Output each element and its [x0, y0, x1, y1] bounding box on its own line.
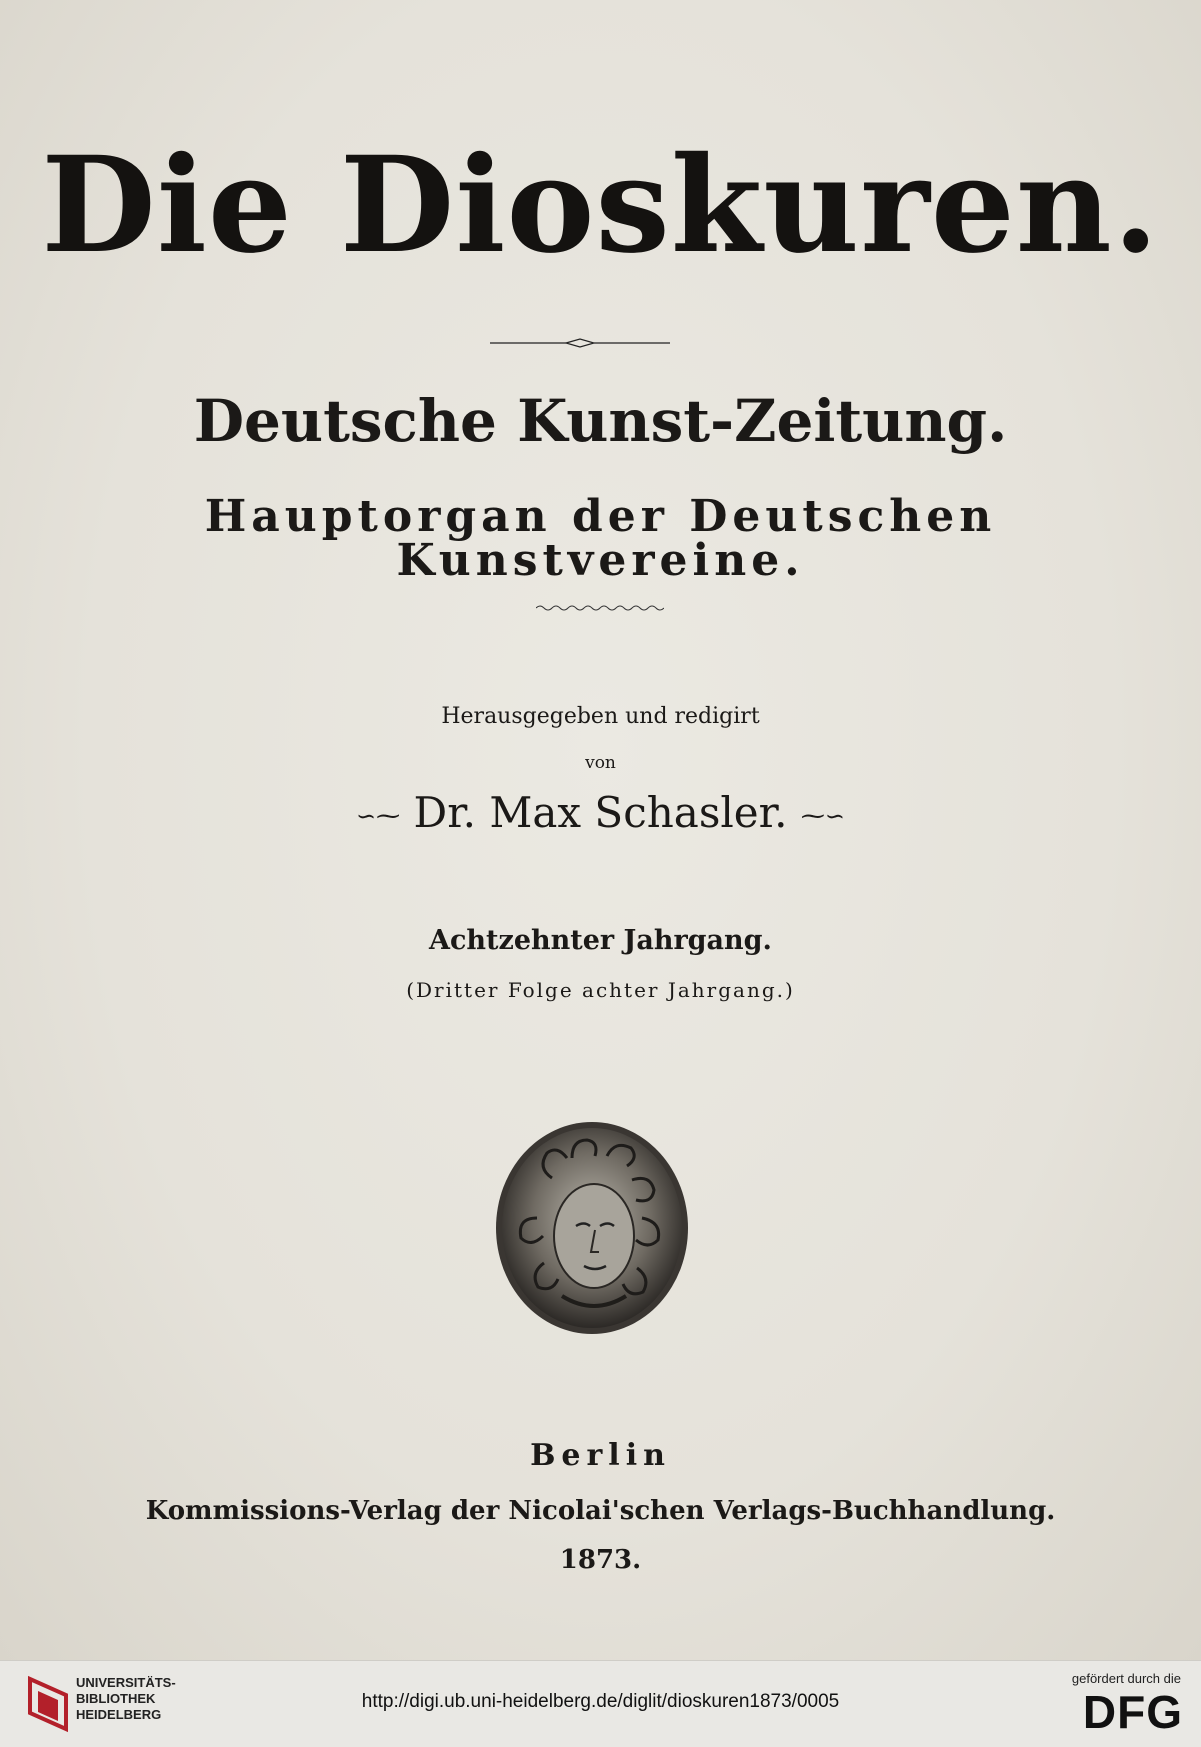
ornament-left: ∽⁓: [356, 802, 401, 830]
permalink-url[interactable]: http://digi.ub.uni-heidelberg.de/diglit/dioskuren1873/0005: [361, 1691, 840, 1712]
author-line: [0, 788, 1201, 837]
funding-label: gefördert durch die: [1071, 1671, 1181, 1686]
library-line-3: HEIDELBERG: [76, 1707, 162, 1722]
imprint-publisher: Kommissions-Verlag der Nicolai'schen Verlags-Buchhandlung.: [145, 1496, 1056, 1526]
medusa-medallion: [492, 1118, 692, 1338]
imprint-city: Berlin: [530, 1438, 671, 1473]
imprint-year: 1873.: [559, 1545, 642, 1575]
library-line-1: UNIVERSITÄTS-: [76, 1675, 176, 1690]
library-line-2: BIBLIOTHEK: [76, 1691, 156, 1706]
page-title: Die Dioskuren.: [41, 128, 1160, 283]
von-line: von: [585, 753, 616, 773]
volume-line: Achtzehnter Jahrgang.: [429, 925, 772, 956]
wavy-divider: [536, 604, 664, 612]
series-line: (Dritter Folge achter Jahrgang.): [406, 978, 795, 1002]
title-divider: [490, 337, 670, 349]
subtitle: Deutsche Kunst-Zeitung.: [193, 387, 1008, 455]
dfg-logo: DFG: [1082, 1686, 1183, 1738]
subtitle-organ: Hauptorgan der Deutschen Kunstvereine.: [204, 491, 997, 586]
ornament-right: ⁓∽: [800, 802, 845, 830]
viewer-footer: [0, 1660, 1201, 1747]
author-name: Dr. Max Schasler.: [413, 788, 788, 837]
editors-line: Herausgegeben und redigirt: [441, 704, 760, 729]
